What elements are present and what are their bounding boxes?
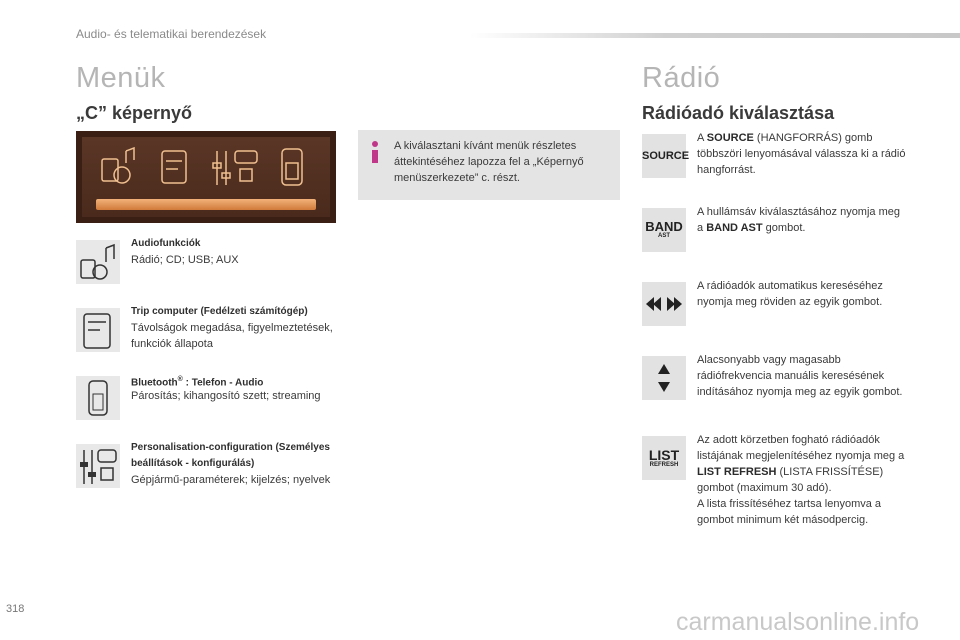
screen-selection-bar [96, 199, 316, 210]
source-button-label: SOURCE [642, 150, 690, 162]
source-item-text: A SOURCE (HANGFORRÁS) gomb többszöri lenyomásával válassza ki a rádió hangforrást. [697, 132, 906, 176]
manual-tune-item-text: Alacsonyabb vagy magasabb rádiófrekvencia manuális keresésének indításához nyomja meg az egyik gombot. [697, 354, 903, 398]
phone-icon [282, 149, 302, 185]
header-rule [470, 33, 960, 38]
music-icon [102, 148, 134, 183]
menus-title: Menük [76, 62, 166, 94]
settings-icon [213, 151, 257, 185]
radio-title: Rádió [642, 62, 721, 94]
ast-button-label: AST [658, 233, 670, 239]
info-note-text: A kiválasztani kívánt menük részletes áttekintéséhez lapozza fel a „Képernyő menüszerkezete” c. részt. [394, 140, 584, 184]
seek-arrows-icon [642, 282, 686, 326]
trip-item-desc: Távolságok megadása, figyelmeztetések, funkciók állapota [131, 322, 333, 350]
section-header: Audio- és telematikai berendezések [76, 27, 267, 41]
settings-item-icon [76, 444, 120, 488]
audio-item-title: Audiofunkciók [131, 238, 201, 249]
settings-item-title: Personalisation-configuration (Személyes beállítások - konfigurálás) [131, 442, 330, 469]
radio-station-subtitle: Rádióadó kiválasztása [642, 103, 835, 123]
watermark: carmanualsonline.info [676, 608, 920, 636]
bluetooth-item-desc: Párosítás; kihangosító szett; streaming [131, 390, 321, 402]
audio-item-icon [76, 240, 120, 284]
audio-item-desc: Rádió; CD; USB; AUX [131, 254, 239, 266]
trip-item-icon [76, 308, 120, 352]
info-icon [368, 140, 382, 164]
list-refresh-item-text: Az adott körzetben fogható rádióadók listájának megjelenítéséhez nyomja meg a LIST REFRESH (LISTA FRISSÍTÉSE) gombot (maximum 30 adó). A lista frissítéséhez tartsa lenyomva a gombot minimum két másodpercig. [697, 434, 905, 526]
trip-computer-icon [162, 151, 186, 183]
trip-computer-icon [76, 308, 120, 352]
band-item-text: A hullámsáv kiválasztásához nyomja meg a BAND AST gombot. [697, 206, 900, 234]
band-ast-button-icon [642, 208, 686, 252]
list-refresh-button-icon [642, 436, 686, 480]
refresh-button-label: REFRESH [649, 462, 679, 468]
screen-c-display [76, 131, 336, 223]
up-down-arrows-icon [642, 356, 686, 400]
page-number: 318 [6, 603, 25, 615]
settings-icon [76, 444, 120, 488]
band-button-label: BAND [645, 219, 683, 234]
source-button-icon [642, 134, 690, 178]
bluetooth-item-title: Bluetooth® : Telefon - Audio [131, 376, 264, 389]
seek-buttons-icon [642, 282, 686, 326]
trip-item-title: Trip computer (Fedélzeti számítógép) [131, 306, 308, 317]
phone-icon [76, 376, 120, 420]
settings-item-desc: Gépjármű-paraméterek; kijelzés; nyelvek [131, 474, 331, 486]
seek-item-text: A rádióadók automatikus kereséséhez nyomja meg röviden az egyik gombot. [697, 280, 883, 308]
screen-c-subtitle: „C” képernyő [76, 103, 193, 123]
music-icon [76, 240, 120, 284]
list-button-label: LIST [648, 447, 680, 463]
screen-menu-icons [82, 137, 330, 197]
bluetooth-item-icon [76, 376, 120, 420]
list-refresh-extra-text: A lista frissítéséhez tartsa lenyomva a gombot minimum két másodpercig. [697, 498, 882, 526]
info-note-box [358, 130, 620, 200]
up-down-buttons-icon [642, 356, 686, 400]
